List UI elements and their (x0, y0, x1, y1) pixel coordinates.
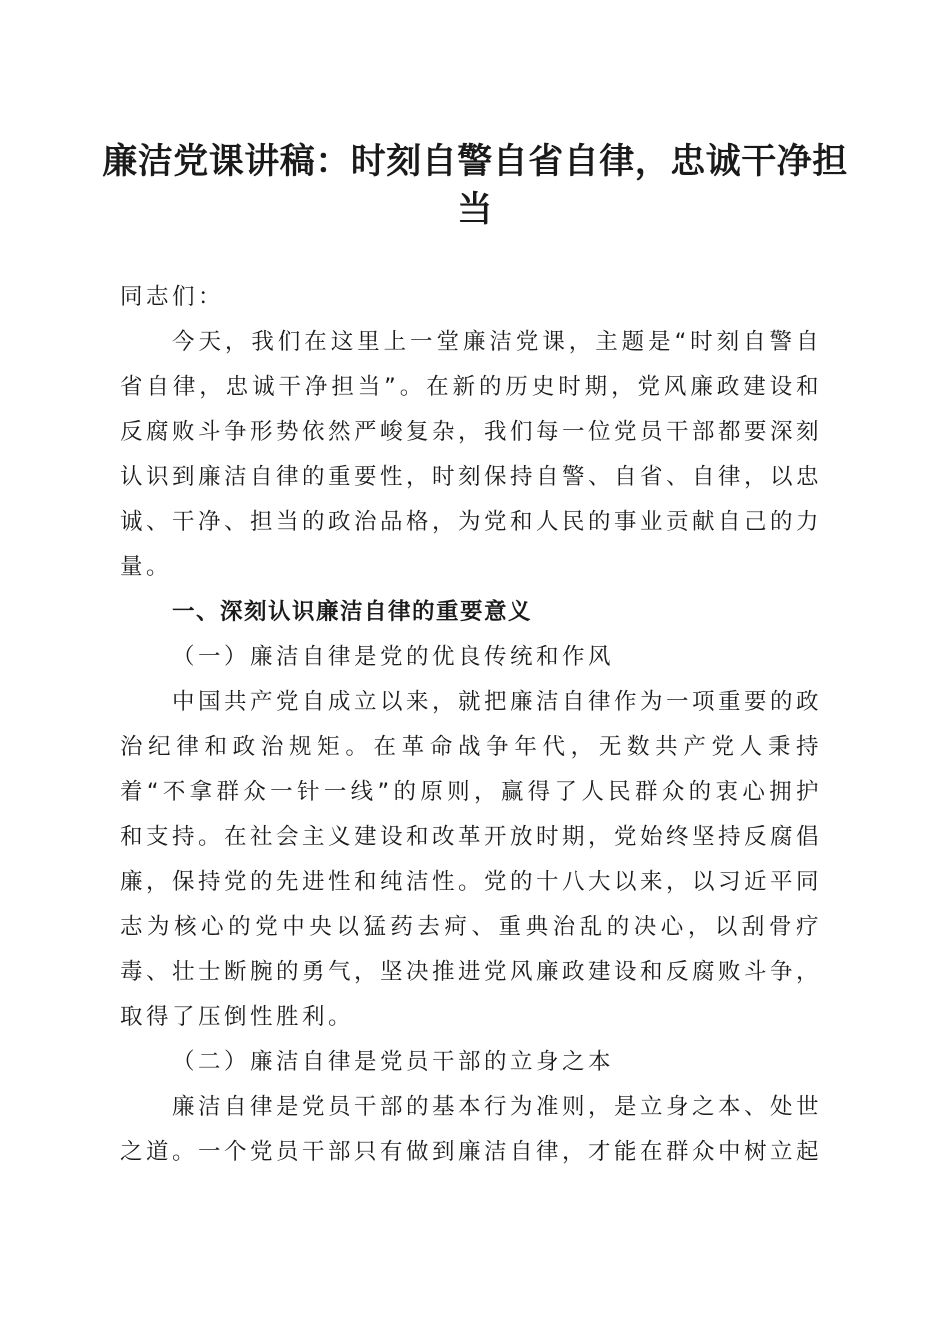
document-title: 廉洁党课讲稿：时刻自警自省自律，忠诚干净担当 (102, 141, 848, 230)
salutation: 同志们： (120, 284, 225, 310)
section-heading: 一、深刻认识廉洁自律的重要意义 (172, 599, 533, 625)
document-body (120, 275, 822, 1175)
intro-paragraph: 今天，我们在这里上一堂廉洁党课，主题是“时刻自警自省自律，忠诚干净担当”。在新的历史时期，党风廉政建设和反腐败斗争形势依然严峻复杂，我们每一位党员干部都要深刻认识到廉洁自律的重要性，时刻保持自警、自省、自律，以忠诚、干净、担当的政治品格，为党和人民的事业贡献自己的力量。 (120, 329, 823, 580)
subsection-heading: （一）廉洁自律是党的优良传统和作风 (172, 644, 615, 670)
body-paragraph: 廉洁自律是党员干部的基本行为准则，是立身之本、处世之道。一个党员干部只有做到廉洁自律，才能在群众中树立起 (120, 1094, 823, 1165)
body-paragraph: 中国共产党自成立以来，就把廉洁自律作为一项重要的政治纪律和政治规矩。在革命战争年代，无数共产党人秉持着“不拿群众一针一线”的原则，赢得了人民群众的衷心拥护和支持。在社会主义建设和改革开放时期，党始终坚持反腐倡廉，保持党的先进性和纯洁性。党的十八大以来，以习近平同志为核心的党中央以猛药去疴、重典治乱的决心，以刮骨疗毒、壮士断腕的勇气，坚决推进党风廉政建设和反腐败斗争，取得了压倒性胜利。 (120, 689, 823, 1030)
subsection-heading: （二）廉洁自律是党员干部的立身之本 (172, 1049, 615, 1075)
